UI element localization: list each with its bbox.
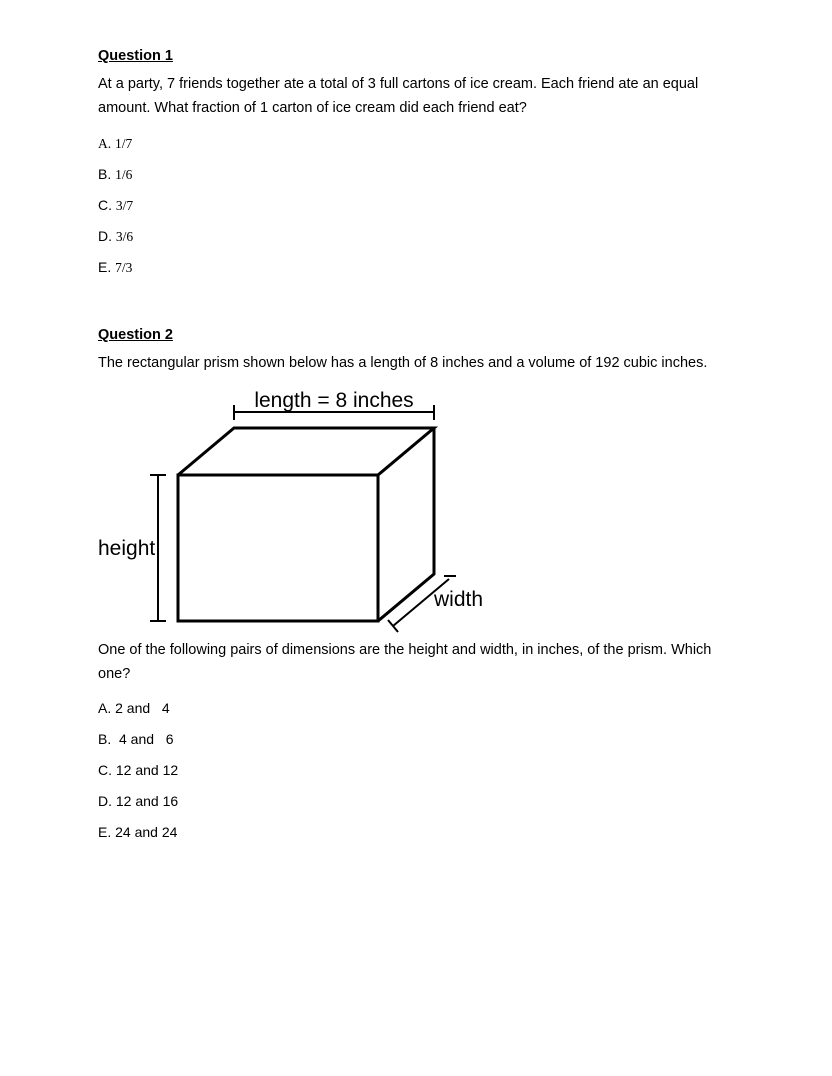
question-1-choice-d [98,228,133,245]
prism-shape [178,428,434,621]
choice-letter: C. [98,197,112,213]
question-2-choice-d: D. 12 and 16 [98,793,179,809]
choice-letter: D. [98,228,112,244]
question-1-choice-a [98,135,132,152]
width-label: width [434,588,484,611]
question-2-choice-a: A. 2 and 4 [98,700,170,716]
question-1-title: Question 1 [98,48,173,64]
choice-value: 7/3 [115,260,133,275]
choice-letter: A. [98,136,112,151]
choice-value: 3/6 [115,229,134,244]
choice-letter: E. [98,259,112,275]
question-1-choice-b [98,166,132,183]
rectangular-prism-figure [90,380,510,640]
height-label: height [98,537,156,560]
question-2-choice-e: E. 24 and 24 [98,824,178,840]
question-2-choice-c: C. 12 and 12 [98,762,179,778]
choice-letter: B. [98,166,112,182]
question-1-choice-e [98,259,132,276]
choice-value: 1/6 [115,167,133,182]
question-1-choice-c [98,197,133,214]
question-2-text: One of the following pairs of dimensions are the height and width, in inches, of the prism. Which one? [98,642,712,682]
question-2-intro: The rectangular prism shown below has a length of 8 inches and a volume of 192 cubic inches. [98,355,708,371]
length-label: length = 8 inches [254,389,414,412]
question-1-text: At a party, 7 friends together ate a total of 3 full cartons of ice cream. Each friend ate an equal amount. What fraction of 1 carton of ice cream did each friend eat? [98,76,699,116]
choice-value: 3/7 [115,198,134,213]
choice-value: 1/7 [115,136,133,151]
question-2-choice-b: B. 4 and 6 [98,731,174,747]
question-2-title: Question 2 [98,327,173,343]
